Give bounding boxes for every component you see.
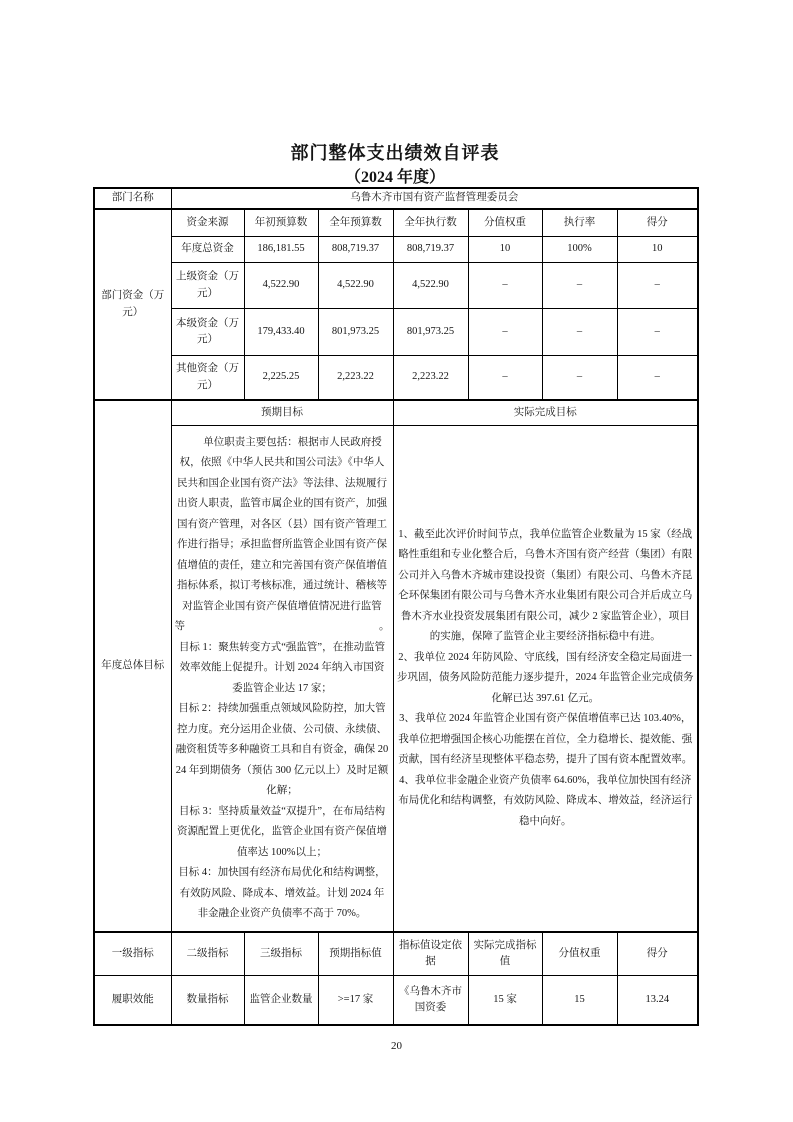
indicator-header-level2: 二级指标 (171, 932, 244, 976)
table-cell: – (468, 263, 542, 309)
table-cell: 上级资金（万元） (171, 263, 244, 309)
indicator-header-basis: 指标值设定依据 (393, 932, 468, 976)
actual-goal-header: 实际完成目标 (393, 400, 698, 426)
expected-goal-paragraph: 目标 1：聚焦转变方式“强监管”，在推动监管效率效能上促提升。计划 2024 年纳入市国资委监管企业达 17 家； (178, 641, 386, 694)
funding-header-execution-rate: 执行率 (542, 209, 617, 237)
table-cell: – (617, 356, 698, 401)
table-cell: 15 (542, 976, 617, 1026)
page-title: 部门整体支出绩效自评表 (290, 143, 500, 163)
table-cell: 808,719.37 (393, 237, 468, 263)
dept-name-row (94, 188, 698, 209)
table-cell: 年度总资金 (171, 237, 244, 263)
table-cell: >=17 家 (318, 976, 393, 1026)
funding-header-score-weight: 分值权重 (468, 209, 542, 237)
table-cell: 《乌鲁木齐市国资委 (393, 976, 468, 1026)
expected-goal-paragraph: 目标 2：持续加强重点领域风险防控，加大管控力度。充分运用企业债、公司债、永续债、融资租赁等多种融资工具和自有资金，确保 2024 年到期债务（预估 300 亿元以上）及时足额化解； (175, 703, 389, 796)
expected-goal-paragraph: 目标 3：坚持质量效益“双提升”，在布局结构资源配置上更优化，监管企业国有资产保值增值率达 100%以上； (177, 805, 387, 858)
funding-header-annual-execution: 全年执行数 (393, 209, 468, 237)
expected-goal-header: 预期目标 (171, 400, 393, 426)
goals-header-row (94, 400, 698, 426)
table-cell: – (617, 263, 698, 309)
indicator-header-score-weight: 分值权重 (542, 932, 617, 976)
page-subtitle: （2024 年度） (344, 169, 445, 186)
indicator-header-expected-value: 预期指标值 (318, 932, 393, 976)
table-cell: – (542, 356, 617, 401)
actual-goal-paragraph: 4、我单位非金融企业资产负债率 64.60%，我单位加快国有经济布局优化和结构调整，有效防风险、降成本、增效益，经济运行稳中向好。 (398, 774, 693, 827)
expected-goal-paragraph: 单位职责主要包括：根据市人民政府授权，依照《中华人民共和国公司法》《中华人民共和国企业国有资产法》等法律、法规履行出资人职责，监管市属企业的国有资产，加强国有资产管理，对各区（县）国有资产管理工作进行指导；承担监督所监管企业国有资产保值增值的责任，建立和完善国有资产保值增值指标体系，拟订考核标准，通过统计、稽核等对监管企业国有资产保值增值情况进行监管等。 (174, 436, 390, 632)
funding-header-annual-budget: 全年预算数 (318, 209, 393, 237)
table-cell: 监管企业数量 (244, 976, 318, 1026)
table-cell: 801,973.25 (393, 309, 468, 356)
table-cell: 801,973.25 (318, 309, 393, 356)
table-cell: 15 家 (468, 976, 542, 1026)
table-cell: 186,181.55 (244, 237, 318, 263)
indicator-header-level1: 一级指标 (94, 932, 171, 976)
table-cell: 其他资金（万元） (171, 356, 244, 401)
indicator-data-row (94, 976, 698, 1026)
page-number: 20 (391, 1040, 402, 1052)
performance-self-evaluation-table (93, 187, 699, 1026)
table-cell: 本级资金（万元） (171, 309, 244, 356)
funding-header-row (94, 209, 698, 237)
actual-goal-paragraph: 1、截至此次评价时间节点，我单位监管企业数量为 15 家（经战略性重组和专业化整合后，乌鲁木齐国有资产经营（集团）有限公司并入乌鲁木齐城市建设投资（集团）有限公司、乌鲁木齐昆仑环保集团有限公司与乌鲁木齐水业集团有限公司合并后成立乌鲁木齐水业投资发展集团有限公司，减少 2 家监管企业），项目的实施，保障了监管企业主要经济指标稳中有进。 (398, 528, 693, 643)
table-cell: 4,522.90 (244, 263, 318, 309)
table-cell: – (542, 309, 617, 356)
table-cell: 履职效能 (94, 976, 171, 1026)
funding-row-own-level (94, 309, 698, 356)
table-cell: 179,433.40 (244, 309, 318, 356)
indicator-header-level3: 三级指标 (244, 932, 318, 976)
funding-header-score: 得分 (617, 209, 698, 237)
indicator-header-row (94, 932, 698, 976)
indicator-header-actual-value: 实际完成指标值 (468, 932, 542, 976)
actual-goal-paragraph: 3、我单位 2024 年监管企业国有资产保值增值率已达 103.40%，我单位把增强国企核心功能摆在首位，全力稳增长、提效能、强贡献，国有经济呈现整体平稳态势，提升了国有资本配置效率。 (398, 713, 693, 766)
table-cell: 数量指标 (171, 976, 244, 1026)
dept-name-label: 部门名称 (94, 188, 171, 209)
funding-row-upper-level (94, 263, 698, 309)
table-cell: 2,223.22 (393, 356, 468, 401)
expected-goal-text (171, 426, 393, 933)
table-cell: 100% (542, 237, 617, 263)
annual-goal-label: 年度总体目标 (94, 400, 171, 932)
funding-row-total (94, 237, 698, 263)
funding-header-source: 资金来源 (171, 209, 244, 237)
table-cell: 2,225.25 (244, 356, 318, 401)
actual-goal-paragraph: 2、我单位 2024 年防风险、守底线，国有经济安全稳定局面进一步巩固，债务风险防范能力逐步提升，2024 年监管企业完成债务化解已达 397.61 亿元。 (396, 651, 694, 704)
table-cell: – (542, 263, 617, 309)
funding-row-other (94, 356, 698, 401)
table-cell: 2,223.22 (318, 356, 393, 401)
indicator-header-score: 得分 (617, 932, 698, 976)
dept-name-value: 乌鲁木齐市国有资产监督管理委员会 (171, 188, 698, 209)
actual-goal-text (393, 426, 698, 933)
funding-header-initial-budget: 年初预算数 (244, 209, 318, 237)
expected-goal-paragraph: 目标 4：加快国有经济布局优化和结构调整，有效防风险、降成本、增效益。计划 2024 年非金融企业资产负债率不高于 70%。 (178, 867, 386, 919)
table-cell: – (468, 309, 542, 356)
table-cell: 4,522.90 (318, 263, 393, 309)
table-cell: 10 (468, 237, 542, 263)
table-cell: 808,719.37 (318, 237, 393, 263)
table-cell: 13.24 (617, 976, 698, 1026)
table-cell: – (468, 356, 542, 401)
table-cell: 4,522.90 (393, 263, 468, 309)
funding-group-label: 部门资金（万元） (94, 209, 171, 400)
goals-content-row (94, 426, 698, 933)
table-cell: – (617, 309, 698, 356)
table-cell: 10 (617, 237, 698, 263)
